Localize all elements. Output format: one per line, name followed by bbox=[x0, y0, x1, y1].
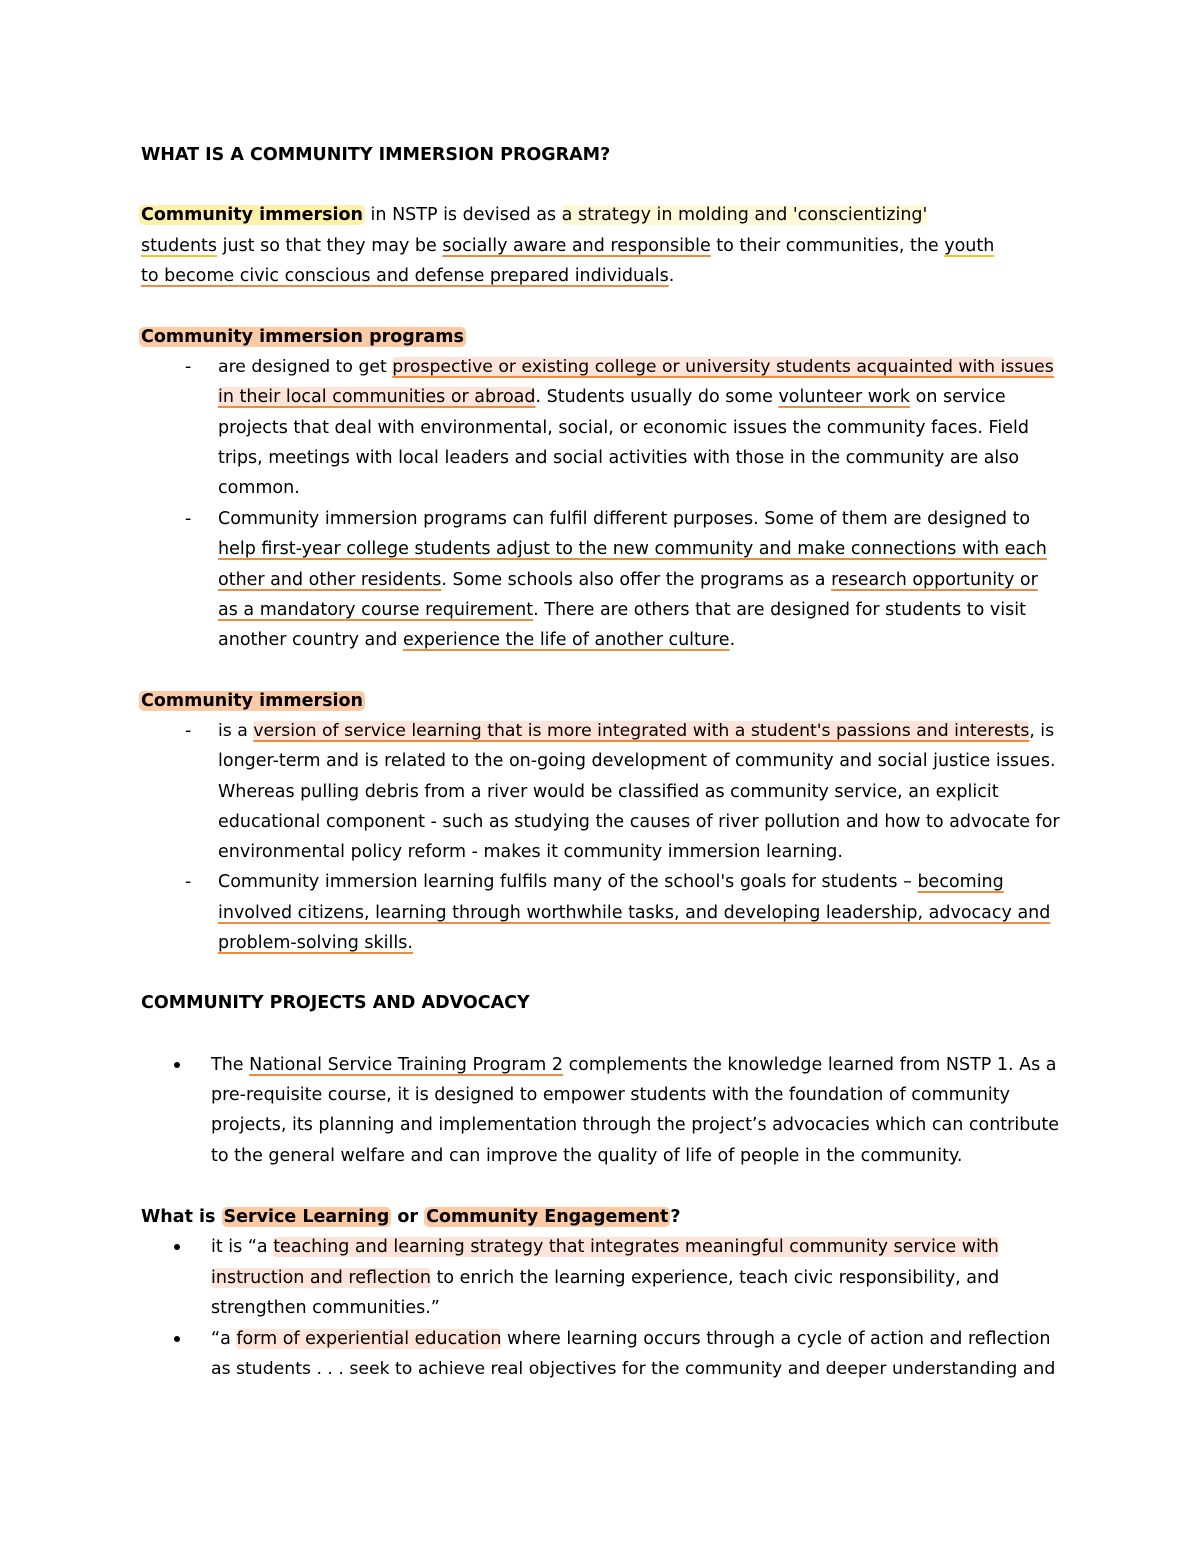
bullet-dot bbox=[174, 1336, 180, 1342]
h5-service-learning-highlight: Service Learning bbox=[223, 1207, 390, 1227]
bullet-dot bbox=[174, 1062, 180, 1068]
b2-text: . bbox=[729, 630, 736, 650]
bl2-line-3: strengthen communities.” bbox=[211, 1298, 440, 1318]
b4-problem-underline: problem-solving skills. bbox=[218, 933, 413, 953]
b2-culture-underline: experience the life of another culture bbox=[402, 630, 730, 650]
p1-text: to their communities, the bbox=[710, 236, 945, 256]
b4-line-1 bbox=[218, 867, 1004, 897]
b1-volunteer-underline: volunteer work bbox=[778, 387, 911, 407]
bl2-instruction-highlight: instruction and reflection bbox=[211, 1268, 431, 1288]
b1-line-5: common. bbox=[218, 478, 300, 498]
b2-line-2 bbox=[218, 534, 1047, 564]
b1-line-3: projects that deal with environmental, social, or economic issues the community faces. Field bbox=[218, 418, 1029, 438]
p1-aware-underline: socially aware and responsible bbox=[442, 236, 711, 256]
dash-marker: - bbox=[185, 872, 192, 892]
b1-text: . Students usually do some bbox=[535, 387, 779, 407]
bl3-text: “a bbox=[211, 1329, 237, 1349]
b1-text: on service bbox=[910, 387, 1006, 407]
bl3-text: where learning occurs through a cycle of action and reflection bbox=[501, 1329, 1051, 1349]
b3-line-3: Whereas pulling debris from a river would be classified as community service, an explicit bbox=[218, 782, 999, 802]
h5-text: ? bbox=[670, 1207, 681, 1227]
bl1-line-4: to the general welfare and can improve the quality of life of people in the community. bbox=[211, 1146, 963, 1166]
bl1-line-2: pre-requisite course, it is designed to empower students with the foundation of community bbox=[211, 1085, 1010, 1105]
b3-line-5: environmental policy reform - makes it community immersion learning. bbox=[218, 842, 843, 862]
p1-students-underline: students bbox=[141, 236, 218, 256]
heading-projects-advocacy: COMMUNITY PROJECTS AND ADVOCACY bbox=[141, 993, 530, 1013]
bl2-line-1 bbox=[211, 1232, 999, 1262]
heading-what-is-cip: WHAT IS A COMMUNITY IMMERSION PROGRAM? bbox=[141, 145, 611, 165]
b3-text: , is bbox=[1029, 721, 1055, 741]
bl3-line-2: as students . . . seek to achieve real objectives for the community and deeper understanding and bbox=[211, 1359, 1056, 1379]
p1-line-3 bbox=[141, 261, 674, 291]
b1-local-highlight: in their local communities or abroad bbox=[218, 387, 536, 407]
heading-service-learning bbox=[141, 1202, 681, 1232]
b1-line-4: trips, meetings with local leaders and social activities with those in the community are also bbox=[218, 448, 1020, 468]
bl1-line-1 bbox=[211, 1050, 1057, 1080]
b2-line-1: Community immersion programs can fulfil different purposes. Some of them are designed to bbox=[218, 509, 1031, 529]
bl1-line-3: projects, its planning and implementation through the project’s advocacies which can contribute bbox=[211, 1115, 1060, 1135]
bl1-nstp2-underline: National Service Training Program 2 bbox=[249, 1055, 563, 1075]
b2-line-4 bbox=[218, 595, 1026, 625]
b2-text: . There are others that are designed for students to visit bbox=[533, 600, 1026, 620]
b4-text: Community immersion learning fulfils many of the school's goals for students – bbox=[218, 872, 918, 892]
b3-version-highlight: version of service learning that is more integrated with a student's passions and interests bbox=[253, 721, 1030, 741]
b2-text: another country and bbox=[218, 630, 403, 650]
bl1-text: complements the knowledge learned from NSTP 1. As a bbox=[563, 1055, 1057, 1075]
b2-help-underline: help first-year college students adjust to the new community and make connections with each bbox=[218, 539, 1047, 559]
h5-community-engagement-highlight: Community Engagement bbox=[426, 1207, 669, 1227]
bl2-text: to enrich the learning experience, teach civic responsibility, and bbox=[430, 1268, 1000, 1288]
b1-text: are designed to get bbox=[218, 357, 393, 377]
bl1-text: The bbox=[211, 1055, 250, 1075]
bullet-dot bbox=[174, 1244, 180, 1250]
dash-marker: - bbox=[185, 509, 192, 529]
bl3-experiential-highlight: form of experiential education bbox=[236, 1329, 502, 1349]
b1-line-1 bbox=[218, 352, 1054, 382]
p1-line-2 bbox=[141, 231, 994, 261]
p1-text: just so that they may be bbox=[217, 236, 443, 256]
heading-ci bbox=[139, 686, 365, 716]
bl2-text: it is “a bbox=[211, 1237, 274, 1257]
b3-line-1 bbox=[218, 716, 1054, 746]
b4-becoming-underline: becoming bbox=[917, 872, 1004, 892]
bl2-teaching-highlight: teaching and learning strategy that integrates meaningful community service with bbox=[273, 1237, 999, 1257]
heading-cip bbox=[139, 322, 466, 352]
p1-text: . bbox=[668, 266, 675, 286]
b2-mandatory-underline: as a mandatory course requirement bbox=[218, 600, 534, 620]
b2-line-3 bbox=[218, 565, 1038, 595]
heading-ci-highlight: Community immersion bbox=[141, 691, 363, 711]
p1-strategy-highlight: a strategy in molding and 'conscientizing' bbox=[561, 205, 928, 225]
bl3-line-1 bbox=[211, 1324, 1050, 1354]
heading-cip-highlight: Community immersion programs bbox=[141, 327, 464, 347]
p1-term-highlight: Community immersion bbox=[141, 205, 363, 225]
b2-text: . Some schools also offer the programs as a bbox=[441, 570, 832, 590]
bl2-line-2 bbox=[211, 1263, 999, 1293]
b2-research-underline: research opportunity or bbox=[831, 570, 1038, 590]
p1-youth-underline: youth bbox=[944, 236, 995, 256]
p1-text: in NSTP is devised as bbox=[364, 205, 562, 225]
b2-line-5 bbox=[218, 625, 735, 655]
dash-marker: - bbox=[185, 721, 192, 741]
b1-line-2 bbox=[218, 382, 1006, 412]
b3-text: is a bbox=[218, 721, 254, 741]
h5-text: What is bbox=[141, 1207, 222, 1227]
p1-civic-underline: to become civic conscious and defense prepared individuals bbox=[141, 266, 669, 286]
b3-line-4: educational component - such as studying the causes of river pollution and how to advocate for bbox=[218, 812, 1060, 832]
dash-marker: - bbox=[185, 357, 192, 377]
p1-line-1 bbox=[139, 200, 927, 230]
b4-line-3 bbox=[218, 928, 413, 958]
b1-prospective-highlight: prospective or existing college or university students acquainted with issues bbox=[392, 357, 1054, 377]
b4-line-2 bbox=[218, 898, 1050, 928]
b4-involved-underline: involved citizens, learning through worthwhile tasks, and developing leadership, advocacy and bbox=[218, 903, 1051, 923]
b3-line-2: longer-term and is related to the on-going development of community and social justice issues. bbox=[218, 751, 1056, 771]
b2-residents-underline: other and other residents bbox=[218, 570, 442, 590]
h5-text: or bbox=[391, 1207, 425, 1227]
